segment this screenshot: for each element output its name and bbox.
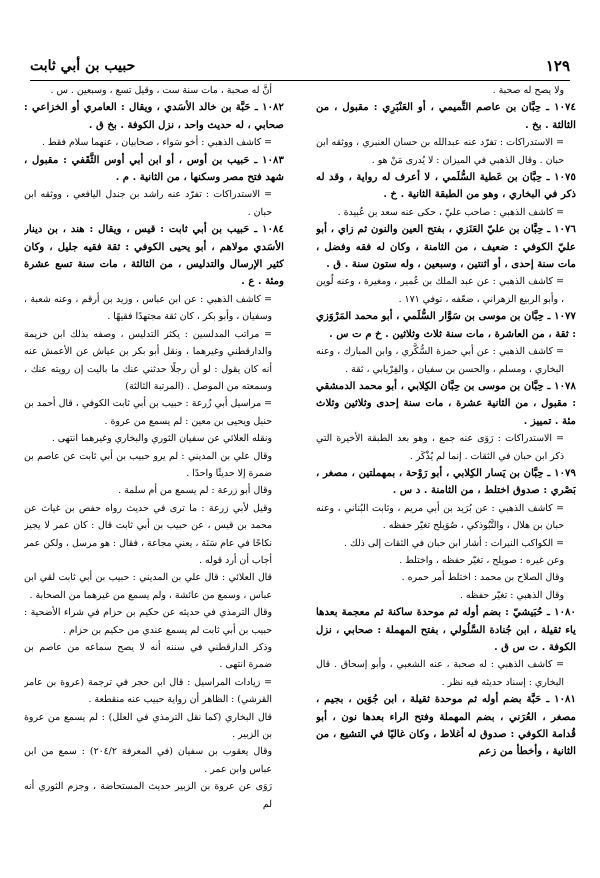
right-column [316,82,576,872]
entry-note: وقال علي بن المديني : لم يرو حبيب بن أبي ثابت عن عاصم بن ضمرة إلا حديثًا واحدًا . [24,450,272,479]
entry-note: قال العلائي : قال علي بن المديني : حبيب بن أبي ثابت لقي ابن عباس ، وسمع من عائشة ، ولم يسمع من غيرهما من الصحابة . [24,572,272,601]
header-rule [30,80,570,81]
entry-note: وقال يعقوب بن سفيان (في المعرفة ٢٠٤/٢) : سمع من ابن عباس وابن عمر . [24,746,272,775]
entry-note: أنَّ له صحبة ، مات سنة ست ، وقيل تسع ، وسبعين . س . [50,85,272,96]
entry-heading: ١٠٧٩ ـ حِبَّان بن يَسار الكِلابي ، أبو رَوْحة ، بمهملتين ، مصغر ، بَصْري : صدوق اختلط ، من الثامنة . د س . [316,466,576,497]
entry-note: رَوَى عن عروة بن الزبير حديث المستحاضة ، وجزم الثوري أنه لم [24,781,272,810]
entry-note: = مراسيل أبي زُرعة : حبيب بن أبي ثابت الكوفي ، قال أحمد بن حنبل ويحيى بن معين : لم يسمع من عروة . [24,398,272,427]
page-header [30,54,570,78]
entry-note: = الكواكب النيرات : أشار ابن حبان في الثقات إلى ذلك . [343,537,564,549]
entry-note: = الاستدراكات : تفرّد عنه عبدالله بن حسان العنبري ، ووثقه ابن حبان . وقال الذهبي في الميزان : لا يُدرى مَنْ هو . [316,137,564,166]
entry-note: وقال الترمذي في حديثه عن حكيم بن حزام في شراء الأضحية : حبيب بن أبي ثابت لم يسمع عندي من حكيم بن حزام . [24,607,272,636]
left-column [24,82,284,872]
entry-note: = كاشف الذهبي : عن ابن عباس ، وزيد بن أرقم ، وعنه شعبة ، وسفيان ، وأبو بكر ، كان ثقة مجتهدًا فقيهًا . [24,293,272,323]
entry-heading: ١٠٧٧ ـ حِبَّان بن موسى بن سَوَّار السُّلَمي ، أبو محمد المَرْوَزي : ثقة ، من العاشرة ، مات سنة ثلاث وثلاثين . خ م ت س . [316,310,576,340]
entry-heading: ١٠٧٥ ـ حِبَّان بن عَطية السُّلَمي ، لا أعرف له رواية ، وقد له ذكر في البخاري ، وهو من الطبقة الثانية . خ . [316,171,576,201]
entry-heading: ١٠٨١ ـ حَبَّة بضم أوله ثم موحدة ثقيلة ، ابن جُوَين ، بجيم ، مصغر ، العُرَني ، بضم المهملة وفتح الراء بعدها نون ، أبو قُدامة الكوفي : صدوق له أغلاط ، وكان غاليًا في التشيع ، من الثانية ، وأخطأ من زعم [316,693,576,758]
entry-heading: ١٠٨٢ ـ حَبَّة بن خالد الأسَدي ، ويقال : العامري أو الخزاعي : صحابي ، له حديث واحد ، نزل الكوفة . بخ ق . [24,101,284,131]
entry-heading: ١٠٧٨ ـ حِبَّان بن موسى بن حِبَّان الكِلابي ، أبو محمد الدمشقي : مقبول ، من الثانية عشرة ، مات سنة إحدى وثلاثين وثلاث مئة . تمييز . [316,379,576,427]
entry-note: = الاستدراكات : رَوَى عنه جمع ، وهو بعد الطبقة الأخيرة التي ذكر ابن حبان في الثقات . إنما لم يُذْكَر . [316,433,564,462]
entry-note: وقال الذهبي : تغيّر حفظه . [459,589,564,601]
entry-heading: ١٠٧٦ ـ حِبَّان بن عليّ العَنَزي ، بفتح العين والنون ثم زاي ، أبو عليّ الكوفي : ضعيف ، من الثامنة ، وكان له فقه وفضل ، مات سنة إحدى ، أو اثنتين ، وسبعين ، وله ستون سنة . ق . [316,223,576,271]
entry-note: وذكر الدارقطني في سننه أنه لا يصح سماعه من عاصم بن ضمرة انتهى . [24,642,272,671]
entry-note: وقال الصلاح بن محمد : اختلط أمر حمره . [401,572,564,584]
entry-note: = كاشف الذهبي : عن عبد الملك بن عُمير ، ومغيرة ، وعنه لُوين ، وأبو الربيع الزهراني ، ضعّفه ، توفي ١٧١ . [316,276,564,305]
entry-note: ونقله العلائي عن سفيان الثوري والبخاري وغيرهما انتهى . [51,433,272,445]
entry-note: = مراتب المدلسين : يكثر التدليس ، وصفه بذلك ابن خزيمة والدارقطني وغيرهما ، ونقل أبو بكر بن عياش عن الأعمش عنه أنه كان يقول : لو أن رجلًا حدثني عنك ما باليت إن رويته عنك ، وسمعته من الموصل . (المرتبة الثالثة) [24,328,272,392]
entry-heading: ١٠٨٣ ـ حَبيب بن أوس ، أو ابن أبي أوس الثَّقَفي : مقبول ، شهد فتح مصر وسكنها ، من الثانية . م . [24,153,284,184]
entry-heading: ١٠٧٤ ـ حِبَّان بن عاصم التَّميمي ، أو العَنْبَرِي : مقبول ، من الثالثة . بخ . [316,101,576,131]
entry-note: وقيل لأبي زرعة : ما ترى في حديث رواه حفص بن غياث عن محمد بن قيس ، عن حبيب بن أبي ثابت قال : كان عمر لا يجيز نكاحًا في عام سَنَة ، يعني مجاعة ، فقال : هو مرسل ، ولكن عمر أجاب أن أرد قوله . [24,502,272,566]
entry-note: = كاشف الذهبي : له صحبة ، عنه الشعبي ، وأبو إسحاق . قال البخاري : إسناد حديثه فيه نظر . [316,659,564,688]
entry-note: ولا يصح له صحبة . [492,85,564,96]
entry-note: = زيادات المراسيل : قال ابن حجر في ترجمة (عروة بن عامر القرشي) : الظاهر أن رواية حبيب عنه منقطعة . [24,676,272,706]
entry-note: = كاشف الذهبي : عن بُرَيد بن أبي مريم ، وثابت البُناني ، وعنه حبان بن هلال ، والتَّبُوذكي ، صُوَيلح تغيّر حفظه . [316,502,564,532]
entry-heading: ١٠٨٤ ـ حَبيب بن أبي ثابت : قيس ، ويقال : هند ، بن دينار الأسَدي مولاهم ، أبو يحيى الكوفي : ثقة فقيه جليل ، وكان كثير الإرسال والتدليس ، من الثالثة ، مات سنة تسع عشرة ومئة . ع . [24,223,284,288]
entry-note: = كاشف الذهبي : عن أبي حمزة السُّكَّري ، وابن المبارك ، وعنه البخاري ، ومسلم ، والحسن بن سفيان ، والفِرْيابي ، ثقة . [316,346,564,375]
entry-note: = الاستدراكات : تفرّد عنه راشد بن جندل اليافعي ، ووثقه ابن حبان . [24,189,272,218]
entry-note: وقال أبو زرعة : لم يسمع من أم سلمة . [118,485,272,497]
page-number: ١٢٩ [545,57,570,75]
entry-heading: ١٠٨٠ ـ حُبَيشيّ : بضم أوله ثم موحدة ساكنة ثم معجمة بعدها ياء ثقيلة ، ابن جُنادة السَّلُولي ، بفتح المهملة : صحابي ، نزل الكوفة . ت س ق . [316,606,576,653]
entry-note: = كاشف الذهبي : أخو سَواء ، صحابيان ، عنهما سلام فقط . [41,137,272,149]
entry-note: قال البخاري (كما نقل الترمذي في العلل) : لم يسمع من عروة بن الزبير . [24,711,272,741]
entry-note: وعن غيره : صويلح ، تغيّر حفظه ، واختلط . [399,554,564,566]
entry-note: = كاشف الذهبي : صاحب عليّ ، حكى عنه سعد بن عُبيدة . [337,206,564,218]
running-title: حبيب بن أبي ثابت [30,58,136,74]
